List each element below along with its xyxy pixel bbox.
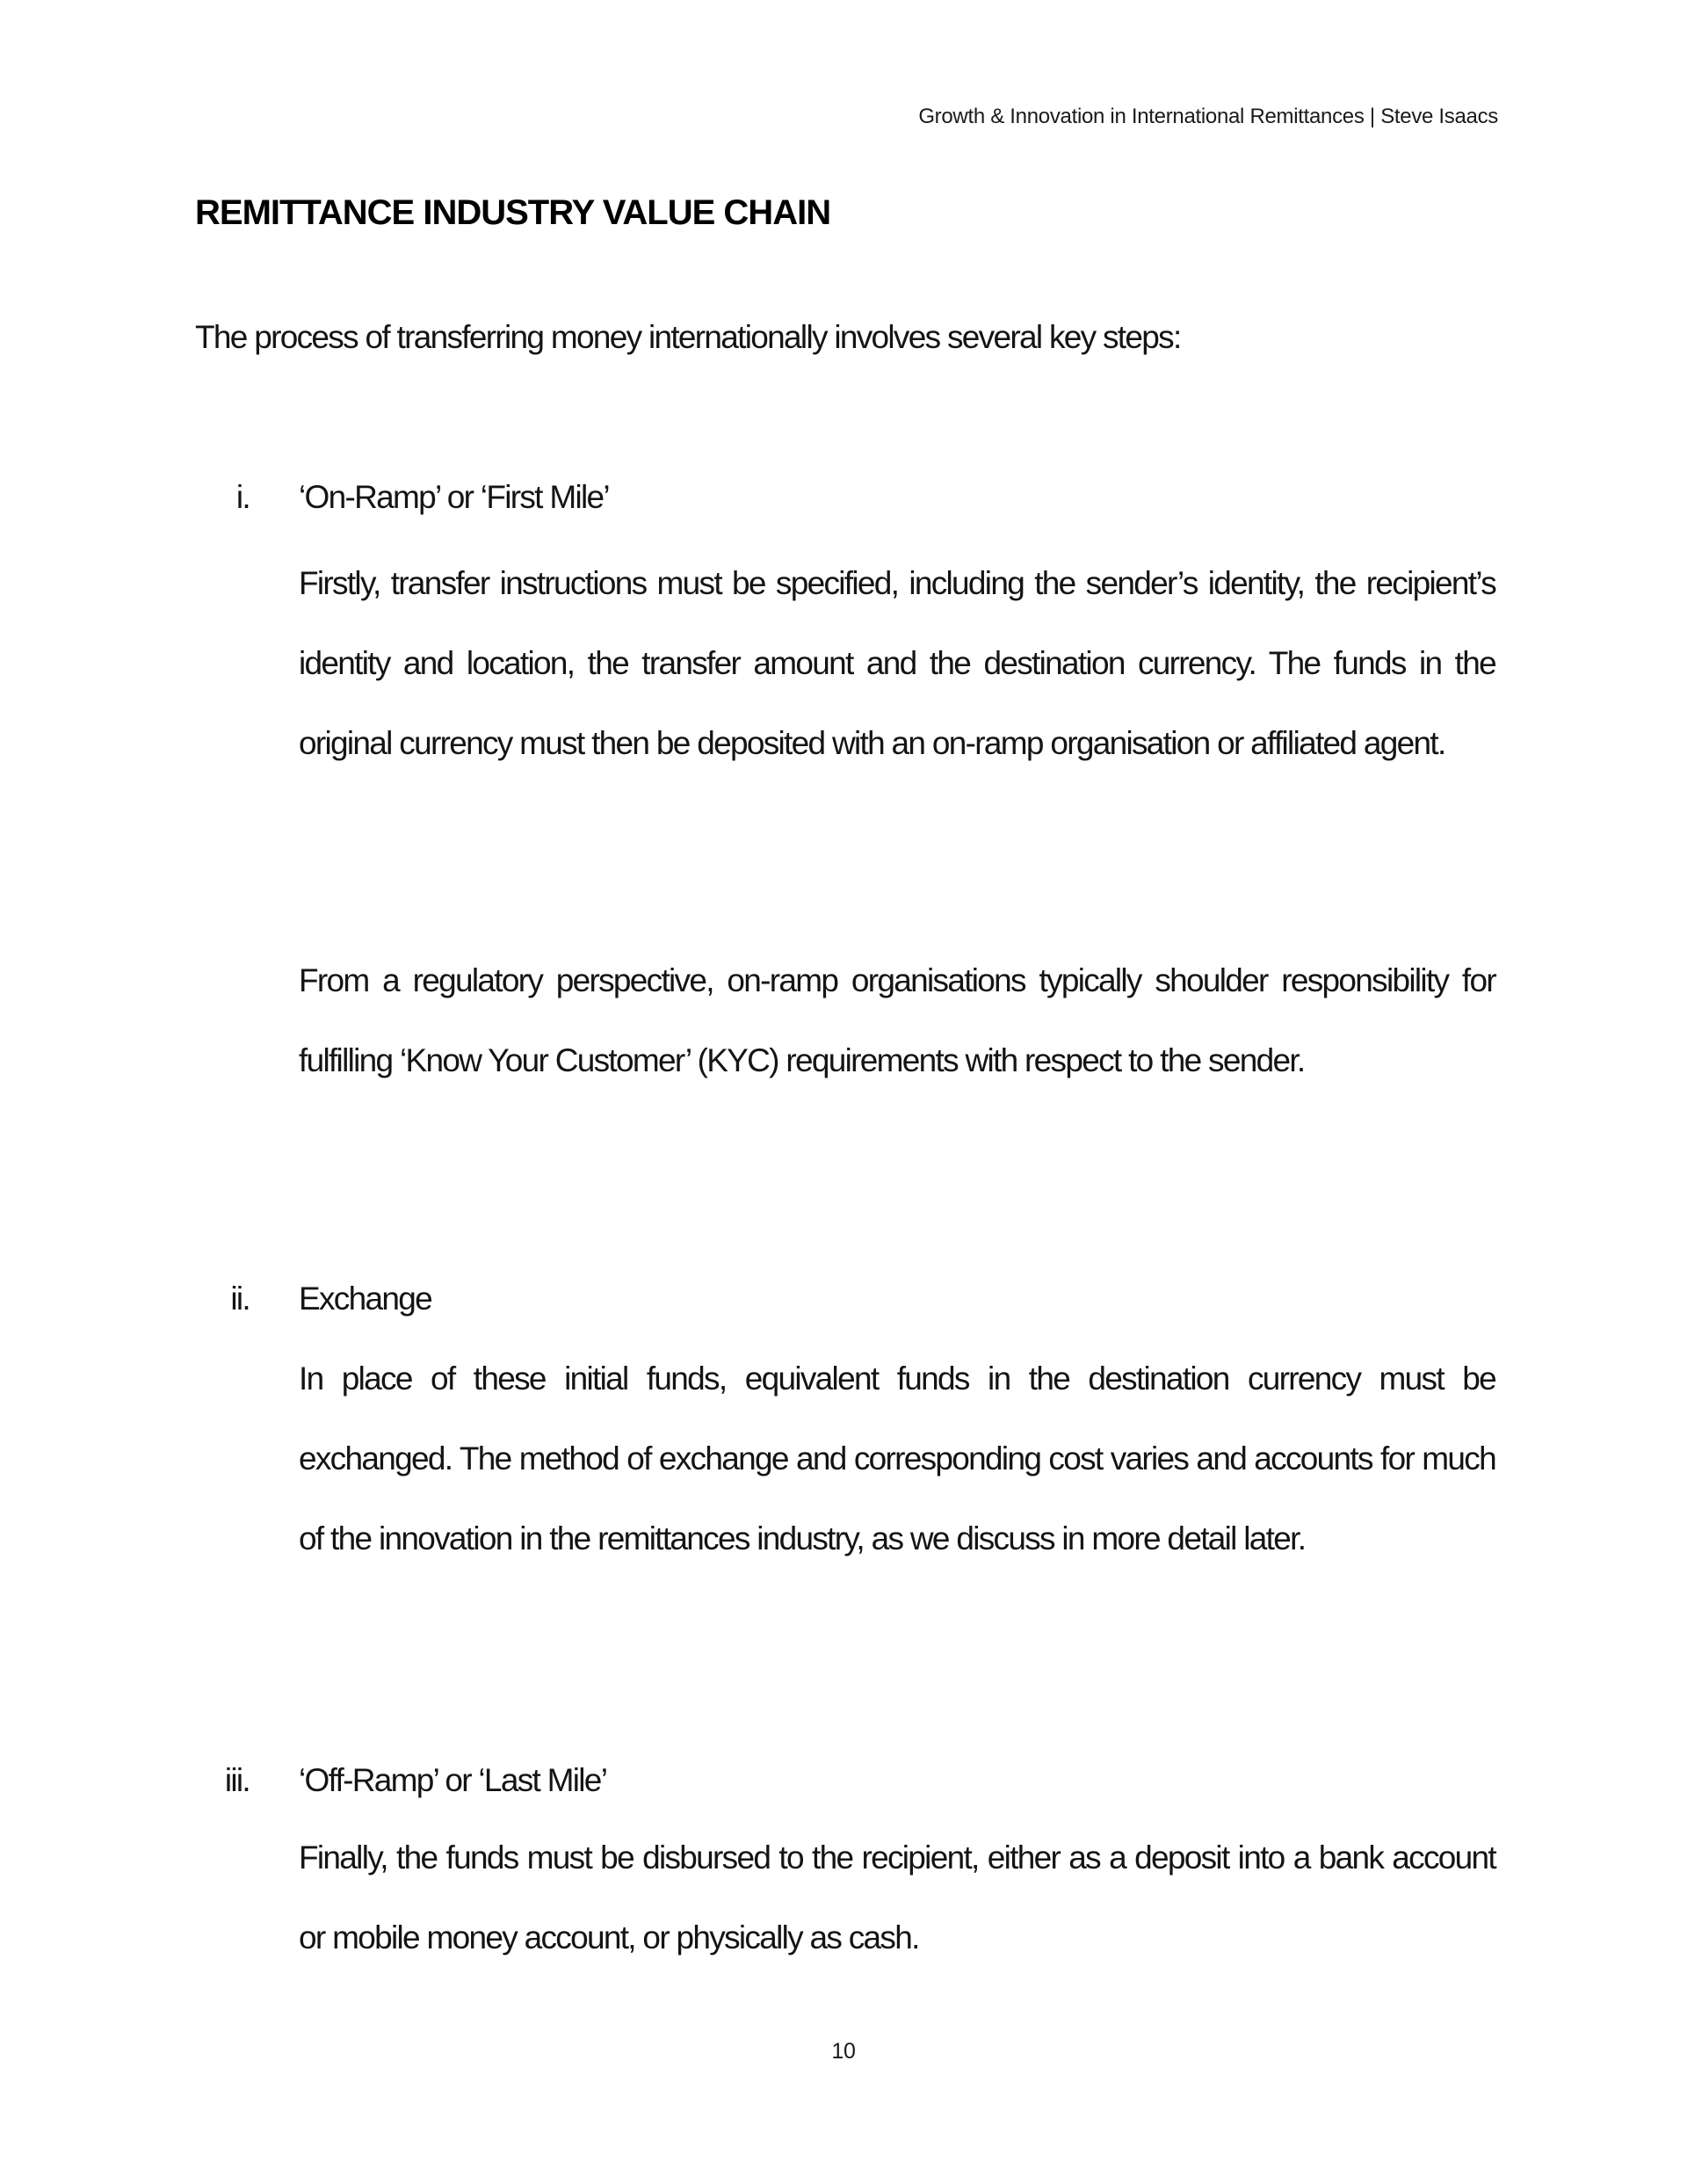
page-number: 10 [831, 2039, 856, 2064]
list-item-number: ii. [230, 1281, 250, 1317]
list-item-title: ‘On-Ramp’ or ‘First Mile’ [299, 479, 609, 515]
running-header: Growth & Innovation in International Remittances | Steve Isaacs [918, 105, 1498, 128]
list-item-number: i. [235, 479, 250, 515]
list-item-number: iii. [224, 1762, 250, 1798]
body-paragraph: In place of these initial funds, equivalent funds in the destination currency must be exchanged. The method of exchange and corresponding cost varies and accounts for much of the innovation in the remittances industry, as we discuss in more detail later. [299, 1360, 1495, 1556]
body-paragraph: Finally, the funds must be disbursed to the recipient, either as a deposit into a bank account or mobile money account, or physically as cash. [299, 1839, 1495, 1955]
list-item-heading-2 [195, 1259, 1495, 1339]
body-paragraph: Firstly, transfer instructions must be specified, including the sender’s identity, the recipient’s identity and location, the transfer amount and the destination currency. The funds in the original currency must then be deposited with an on-ramp organisation or affiliated agent. [299, 565, 1495, 761]
list-item-heading-1 [195, 457, 1495, 537]
list-item-title: ‘Off-Ramp’ or ‘Last Mile’ [299, 1762, 607, 1798]
intro-paragraph: The process of transferring money internationally involves several key steps: [195, 319, 1181, 355]
list-item-title: Exchange [299, 1281, 431, 1317]
list-item-heading-3 [195, 1740, 1495, 1820]
page-title: REMITTANCE INDUSTRY VALUE CHAIN [195, 193, 831, 232]
body-paragraph: From a regulatory perspective, on-ramp organisations typically shoulder responsibility for fulfilling ‘Know Your Customer’ (KYC) requirements with respect to the sender. [299, 962, 1495, 1078]
